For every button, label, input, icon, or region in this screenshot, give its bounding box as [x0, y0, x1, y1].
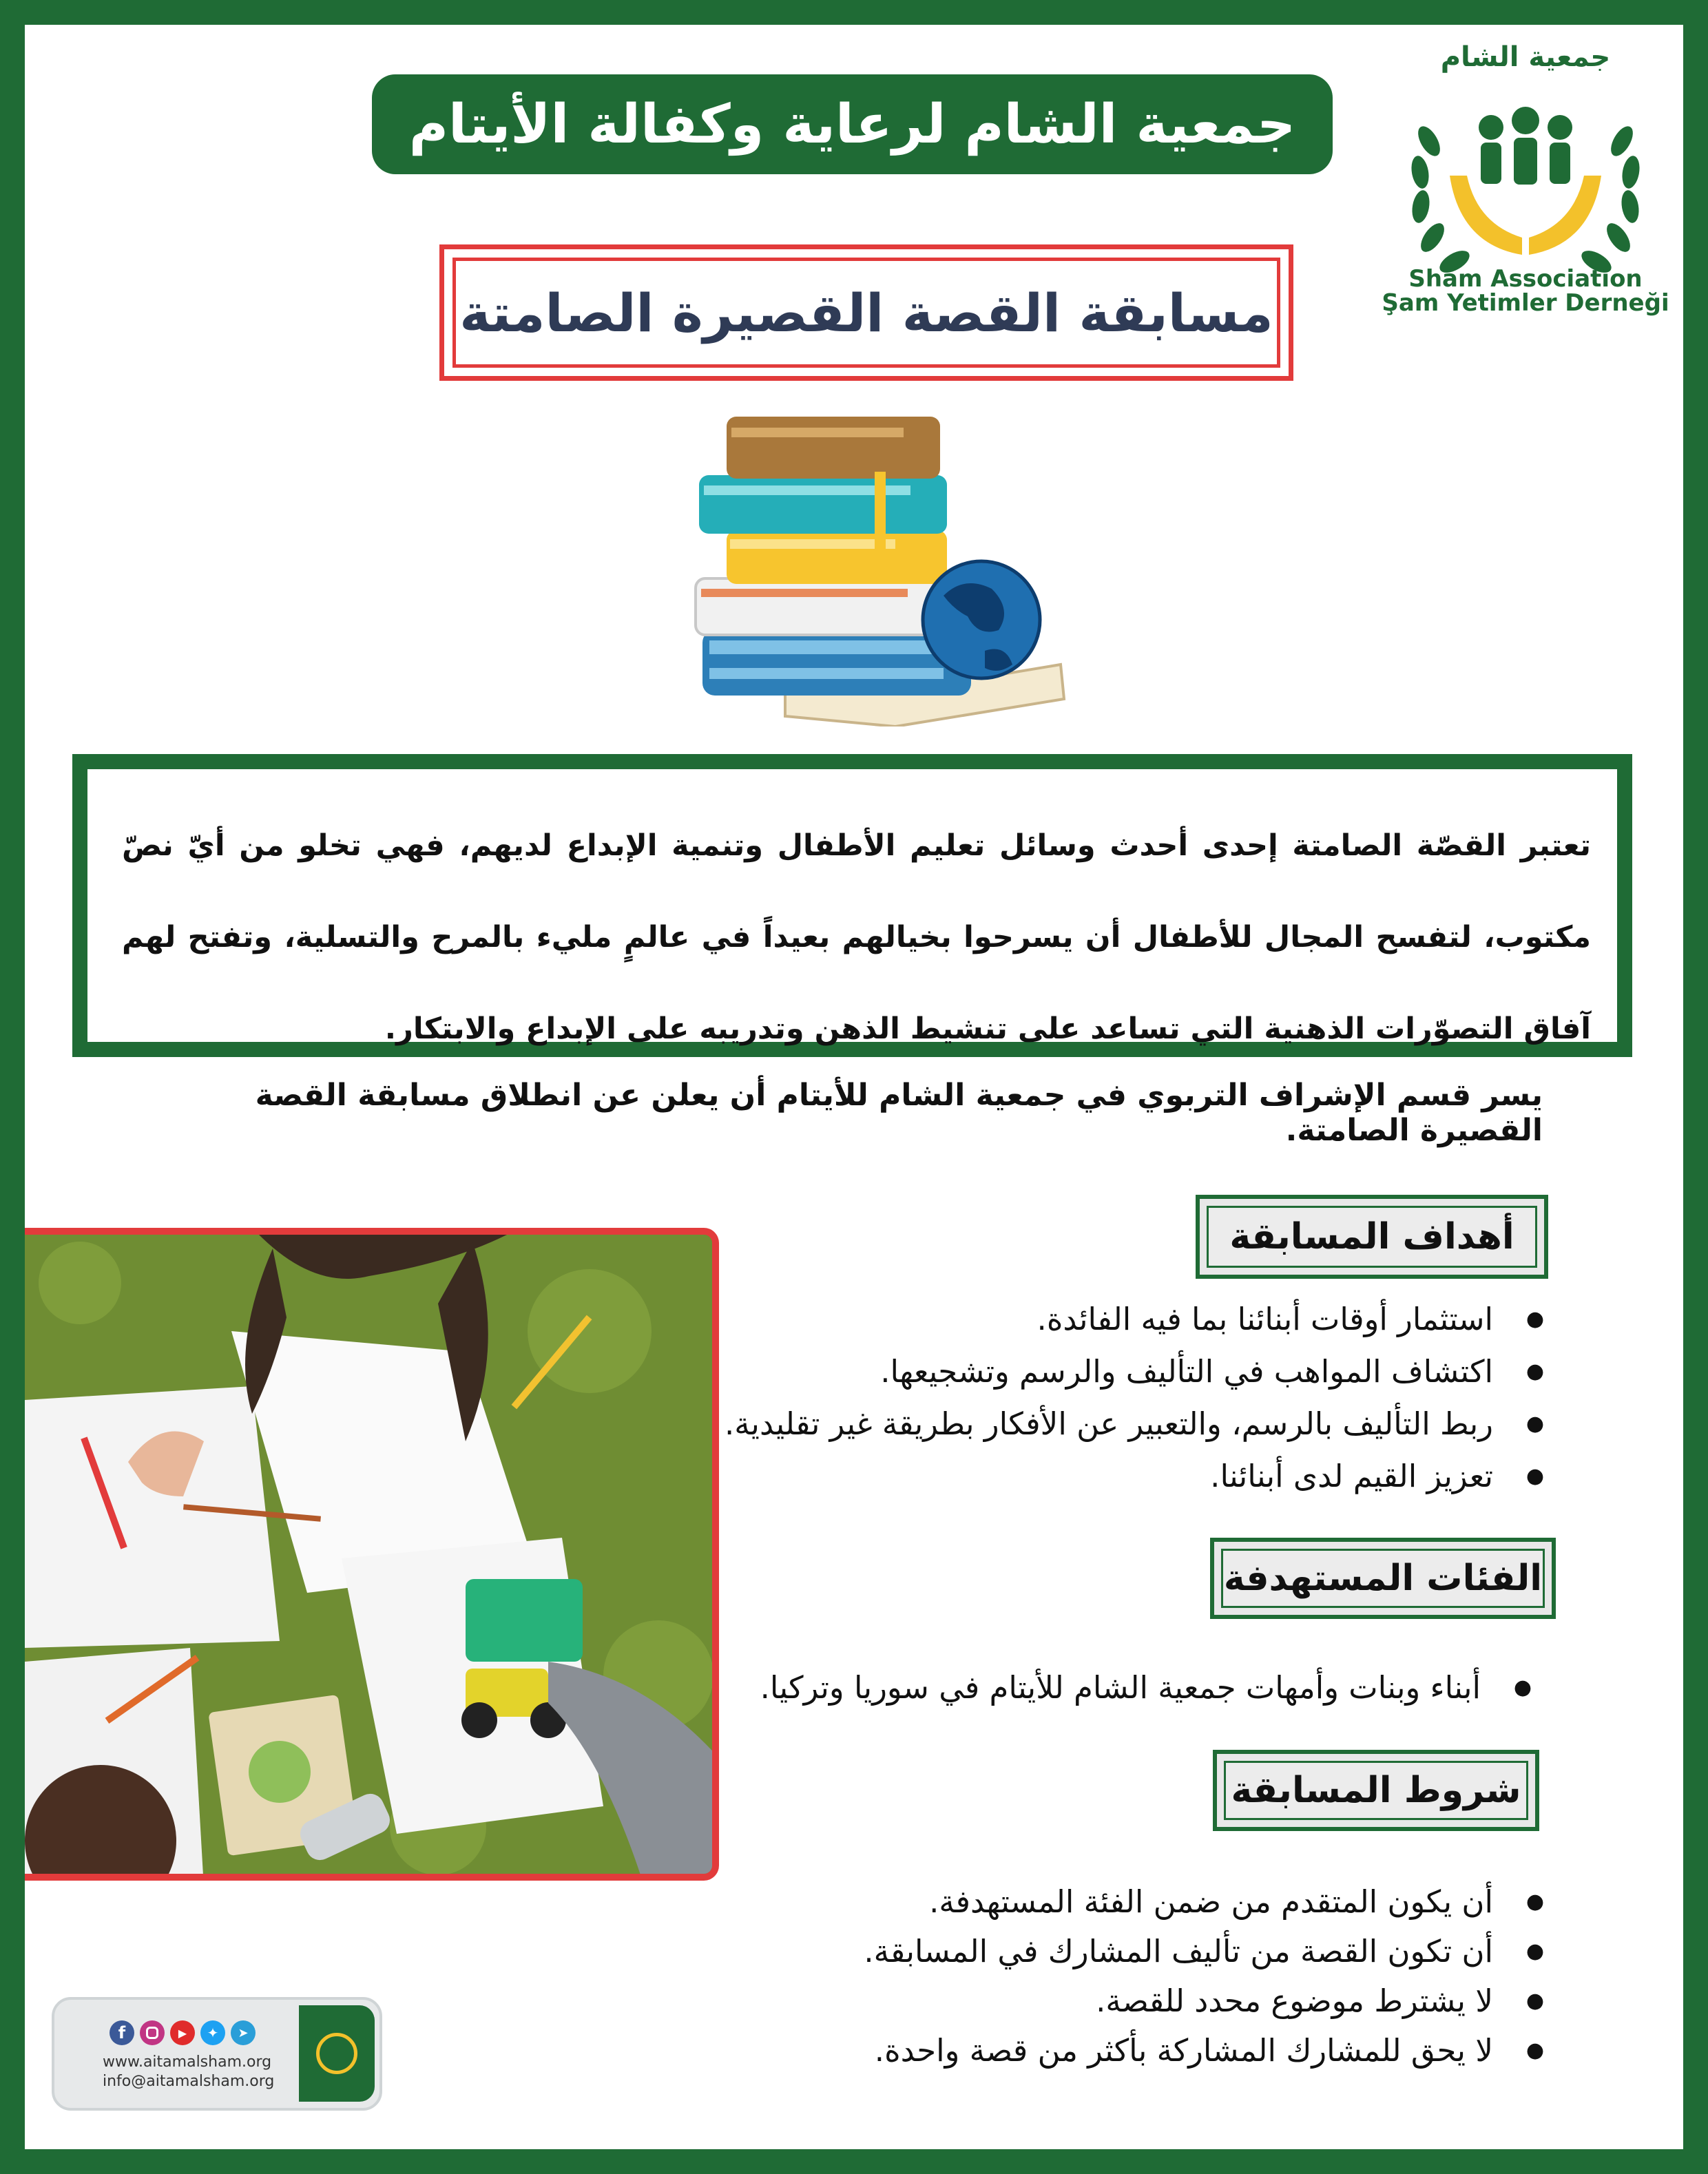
announcement-text: يسر قسم الإشراف التربوي في جمعية الشام للأيتام أن يعلن عن انطلاق مسابقة القصة القصيرة الصامتة. — [255, 1078, 1543, 1148]
list-item: ● اكتشاف المواهب في التأليف والرسم وتشجيعها. — [725, 1346, 1550, 1398]
website-link[interactable]: www.aitamalsham.org — [103, 2053, 272, 2071]
list-item: ● استثمار أوقات أبنائنا بما فيه الفائدة. — [725, 1293, 1550, 1346]
list-item: ● لا يحق للمشارك المشاركة بأكثر من قصة واحدة. — [864, 2026, 1550, 2076]
competition-title: مسابقة القصة القصيرة الصامتة — [452, 258, 1280, 368]
instagram-icon[interactable] — [140, 2020, 165, 2045]
goals-heading: أهداف المسابقة — [1207, 1206, 1537, 1268]
children-drawing-photo — [25, 1228, 719, 1881]
youtube-icon[interactable]: ▶ — [170, 2020, 195, 2045]
photo-illustration — [25, 1235, 719, 1881]
list-item: ● أن يكون المتقدم من ضمن الفئة المستهدفة. — [864, 1877, 1550, 1927]
facebook-icon[interactable]: f — [110, 2020, 134, 2045]
list-item: ● تعزيز القيم لدى أبنائنا. — [725, 1450, 1550, 1503]
email-link[interactable]: info@aitamalsham.org — [103, 2073, 275, 2090]
intro-box — [72, 754, 1632, 1057]
logo-arabic-text: جمعية الشام — [1440, 41, 1611, 73]
list-item: ● لا يشترط موضوع محدد للقصة. — [864, 1976, 1550, 2026]
list-item: ● أن تكون القصة من تأليف المشارك في المسابقة. — [864, 1927, 1550, 1976]
target-heading: الفئات المستهدفة — [1221, 1549, 1545, 1608]
list-item: ● أبناء وبنات وأمهات جمعية الشام للأيتام في سوريا وتركيا. — [760, 1662, 1537, 1714]
goals-heading-box — [1196, 1195, 1548, 1279]
association-title: جمعية الشام لرعاية وكفالة الأيتام — [372, 74, 1333, 174]
footer-logo-icon — [316, 2033, 357, 2074]
conditions-list — [864, 1877, 1550, 2076]
logo-english-name: Sham Association — [1408, 265, 1643, 293]
list-item: ● ربط التأليف بالرسم، والتعبير عن الأفكار بطريقة غير تقليدية. — [725, 1398, 1550, 1450]
intro-paragraph: تعتبر القصّة الصامتة إحدى أحدث وسائل تعليم الأطفال وتنمية الإبداع لديهم، فهي تخلو من أيّ نصّ مكتوب، لتفسح المجال للأطفال أن يسرحوا بخيالهم بعيداً في عالمٍ مليء بالمرح والتسلية، وتفتح لهم آفاق التصوّرات الذهنية التي تساعد على تنشيط الذهن وتدريبه على الإبداع والابتكار. — [122, 828, 1591, 1046]
conditions-heading: شروط المسابقة — [1224, 1761, 1528, 1820]
target-heading-box — [1210, 1538, 1556, 1619]
twitter-icon[interactable]: ✦ — [200, 2020, 225, 2045]
conditions-heading-box — [1213, 1750, 1539, 1831]
competition-title-box — [439, 244, 1293, 381]
contact-card — [52, 1997, 382, 2111]
target-list — [760, 1662, 1537, 1714]
social-icons — [110, 2020, 256, 2045]
goals-list — [725, 1293, 1550, 1503]
footer-logo-badge — [299, 2005, 375, 2102]
books-globe-illustration — [689, 403, 1074, 727]
logo-turkish-name: Şam Yetimler Derneği — [1382, 289, 1669, 317]
telegram-icon[interactable]: ➤ — [231, 2020, 256, 2045]
